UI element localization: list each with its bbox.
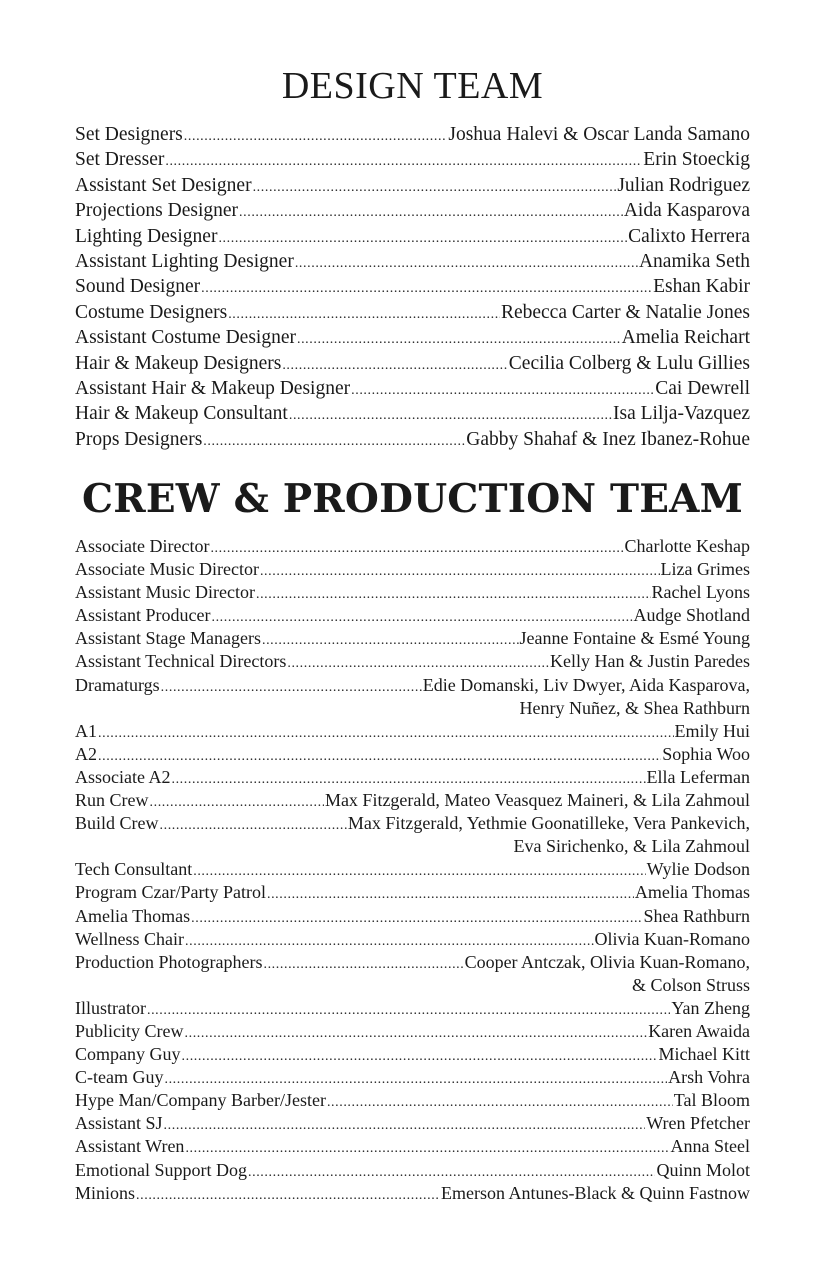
credit-row (75, 325, 750, 350)
dot-leader (211, 606, 632, 629)
credit-row (75, 905, 750, 928)
dot-leader (351, 378, 654, 403)
credit-row (75, 1020, 750, 1043)
credit-name: Olivia Kuan-Romano (594, 928, 750, 949)
credit-row (75, 198, 750, 223)
credit-row (75, 427, 750, 452)
credit-role: Assistant Stage Managers (75, 628, 261, 649)
credit-row (75, 951, 750, 974)
credit-name: Rachel Lyons (651, 582, 750, 603)
dot-leader (147, 999, 670, 1022)
crew-production-heading: CREW & PRODUCTION TEAM (82, 476, 743, 522)
dot-leader (185, 1137, 669, 1160)
dot-leader (182, 1045, 658, 1068)
credit-name: Arsh Vohra (668, 1067, 750, 1088)
credit-row (75, 535, 750, 558)
credit-row (75, 224, 750, 249)
crew-production-list (75, 535, 750, 1205)
credit-name: Isa Lilja-Vazquez (613, 403, 750, 425)
dot-leader (98, 722, 674, 745)
credit-name: Max Fitzgerald, Yethmie Goonatilleke, Vera Pankevich, (347, 813, 750, 834)
credit-name: Amelia Reichart (621, 327, 750, 349)
credit-row (75, 274, 750, 299)
credit-role: Company Guy (75, 1044, 181, 1065)
dot-leader (193, 860, 645, 883)
dot-leader (253, 175, 617, 200)
credit-row (75, 1182, 750, 1205)
credit-role: Minions (75, 1182, 136, 1203)
credit-role: Costume Designers (75, 301, 228, 323)
dot-leader (260, 560, 660, 583)
dot-leader (327, 1091, 673, 1114)
credit-row (75, 928, 750, 951)
credit-row (75, 881, 750, 904)
credit-row (75, 122, 750, 147)
dot-leader (136, 1184, 440, 1207)
credit-row (75, 1112, 750, 1135)
credit-row (75, 1066, 750, 1089)
credit-role: Associate A2 (75, 766, 171, 787)
credit-role: A1 (75, 720, 97, 741)
dot-leader (203, 429, 465, 454)
credit-row (75, 173, 750, 198)
dot-leader (282, 353, 507, 378)
credit-name: Kelly Han & Justin Paredes (550, 651, 750, 672)
credit-role: Assistant Set Designer (75, 174, 252, 196)
dot-leader (267, 883, 634, 906)
credit-name: Shea Rathburn (643, 905, 750, 926)
credit-name: Anamika Seth (638, 250, 750, 272)
credit-name: Tal Bloom (673, 1090, 750, 1111)
credit-role: Assistant Hair & Makeup Designer (75, 377, 351, 399)
credit-name: Wren Pfetcher (646, 1113, 750, 1134)
credit-name-continued: Eva Sirichenko, & Lila Zahmoul (513, 836, 750, 857)
dot-leader (228, 302, 500, 327)
credit-role: Hair & Makeup Designers (75, 352, 282, 374)
credit-role: Sound Designer (75, 276, 201, 298)
credit-name: Yan Zheng (671, 997, 750, 1018)
credit-row (75, 812, 750, 835)
credit-role: Assistant Technical Directors (75, 651, 287, 672)
credit-name: Max Fitzgerald, Mateo Veasquez Maineri, & Lila Zahmoul (324, 790, 750, 811)
dot-leader (185, 1022, 648, 1045)
dot-leader (185, 930, 593, 953)
credit-row (75, 604, 750, 627)
credit-role: Wellness Chair (75, 928, 185, 949)
credit-row (75, 997, 750, 1020)
credit-name: Cecilia Colberg & Lulu Gillies (508, 352, 750, 374)
dot-leader (150, 791, 324, 814)
credit-name: Cooper Antczak, Olivia Kuan-Romano, (464, 951, 750, 972)
credit-name: Calixto Herrera (628, 225, 750, 247)
credit-name: Ella Leferman (646, 766, 750, 787)
credit-name-continued: Henry Nuñez, & Shea Rathburn (519, 697, 750, 718)
credit-row (75, 858, 750, 881)
credit-name: Joshua Halevi & Oscar Landa Samano (448, 124, 750, 145)
credit-row (75, 720, 750, 743)
credit-role: Lighting Designer (75, 225, 218, 247)
credit-name: Emily Hui (674, 720, 750, 741)
credit-role: Publicity Crew (75, 1020, 184, 1041)
credit-row (75, 300, 750, 325)
dot-leader (165, 149, 642, 174)
credit-role: Dramaturgs (75, 674, 160, 695)
credit-name: Amelia Thomas (634, 882, 750, 903)
credit-role: Program Czar/Party Patrol (75, 882, 266, 903)
credit-row-continued (75, 835, 750, 858)
credit-role: Assistant Lighting Designer (75, 250, 294, 272)
credit-row (75, 674, 750, 697)
credit-role: Build Crew (75, 813, 159, 834)
credit-row (75, 558, 750, 581)
dot-leader (164, 1068, 667, 1091)
credit-name: Eshan Kabir (653, 276, 750, 298)
dot-leader (289, 403, 612, 428)
credit-name: Jeanne Fontaine & Esmé Young (519, 628, 750, 649)
credit-name: Erin Stoeckig (643, 149, 750, 171)
dot-leader (256, 583, 651, 606)
dot-leader (248, 1161, 655, 1184)
dot-leader (263, 953, 463, 976)
credit-row (75, 249, 750, 274)
dot-leader (164, 1114, 646, 1137)
credit-name: Wylie Dodson (646, 859, 750, 880)
credit-role: Emotional Support Dog (75, 1159, 247, 1180)
credit-row (75, 743, 750, 766)
credit-row (75, 351, 750, 376)
credit-role: Production Photographers (75, 951, 263, 972)
credit-role: Associate Director (75, 536, 210, 556)
credit-role: Props Designers (75, 428, 203, 450)
credit-name: Anna Steel (670, 1136, 750, 1157)
credit-role: Hype Man/Company Barber/Jester (75, 1090, 326, 1111)
credit-role: Hair & Makeup Consultant (75, 403, 288, 425)
credit-name: Gabby Shahaf & Inez Ibanez-Rohue (466, 428, 750, 450)
dot-leader (191, 907, 642, 930)
credit-row (75, 1135, 750, 1158)
dot-leader (295, 251, 638, 276)
credit-role: Illustrator (75, 997, 146, 1018)
credit-name: Edie Domanski, Liv Dwyer, Aida Kasparova, (422, 674, 750, 695)
dot-leader (171, 768, 645, 791)
credit-name: Karen Awaida (648, 1020, 750, 1041)
credit-row (75, 766, 750, 789)
credit-role: Assistant Music Director (75, 582, 255, 603)
credit-role: Amelia Thomas (75, 905, 191, 926)
dot-leader (161, 676, 422, 699)
credit-role: Set Dresser (75, 149, 165, 171)
credit-row (75, 650, 750, 673)
dot-leader (297, 327, 621, 352)
credit-role: C-team Guy (75, 1067, 164, 1088)
dot-leader (262, 629, 519, 652)
credit-name: Charlotte Keshap (624, 536, 750, 556)
credit-role: Assistant Producer (75, 605, 211, 626)
dot-leader (239, 200, 623, 225)
credit-name: Julian Rodriguez (617, 174, 750, 196)
credit-role: Assistant SJ (75, 1113, 163, 1134)
credit-role: Projections Designer (75, 200, 239, 222)
credit-role: Tech Consultant (75, 859, 193, 880)
credit-role: Run Crew (75, 790, 149, 811)
credit-row (75, 789, 750, 812)
credit-name: Emerson Antunes-Black & Quinn Fastnow (441, 1182, 750, 1203)
credit-name-continued: & Colson Struss (631, 974, 750, 995)
credit-role: Assistant Costume Designer (75, 327, 296, 349)
dot-leader (287, 652, 549, 675)
credit-role: Associate Music Director (75, 559, 259, 580)
dot-leader (98, 745, 661, 768)
credit-role: A2 (75, 743, 97, 764)
credit-row (75, 1089, 750, 1112)
credit-row-continued (75, 697, 750, 720)
dot-leader (160, 814, 347, 837)
credit-row-continued (75, 974, 750, 997)
credit-row (75, 627, 750, 650)
design-team-list (75, 122, 750, 452)
credit-name: Rebecca Carter & Natalie Jones (500, 301, 750, 323)
credit-role: Set Designers (75, 124, 183, 145)
credit-row (75, 1043, 750, 1066)
credit-name: Quinn Molot (656, 1159, 750, 1180)
credit-row (75, 147, 750, 172)
credit-name: Michael Kitt (658, 1044, 750, 1065)
credit-name: Sophia Woo (662, 743, 750, 764)
credit-name: Cai Dewrell (655, 377, 750, 399)
dot-leader (201, 276, 652, 301)
credit-row (75, 1159, 750, 1182)
credit-row (75, 376, 750, 401)
design-team-heading: DESIGN TEAM (281, 65, 544, 107)
credit-name: Liza Grimes (660, 559, 750, 580)
credit-name: Aida Kasparova (623, 200, 750, 222)
dot-leader (184, 124, 448, 149)
credit-name: Audge Shotland (633, 605, 750, 626)
dot-leader (210, 537, 623, 560)
dot-leader (218, 226, 627, 251)
credit-row (75, 581, 750, 604)
credit-role: Assistant Wren (75, 1136, 185, 1157)
credit-row (75, 401, 750, 426)
